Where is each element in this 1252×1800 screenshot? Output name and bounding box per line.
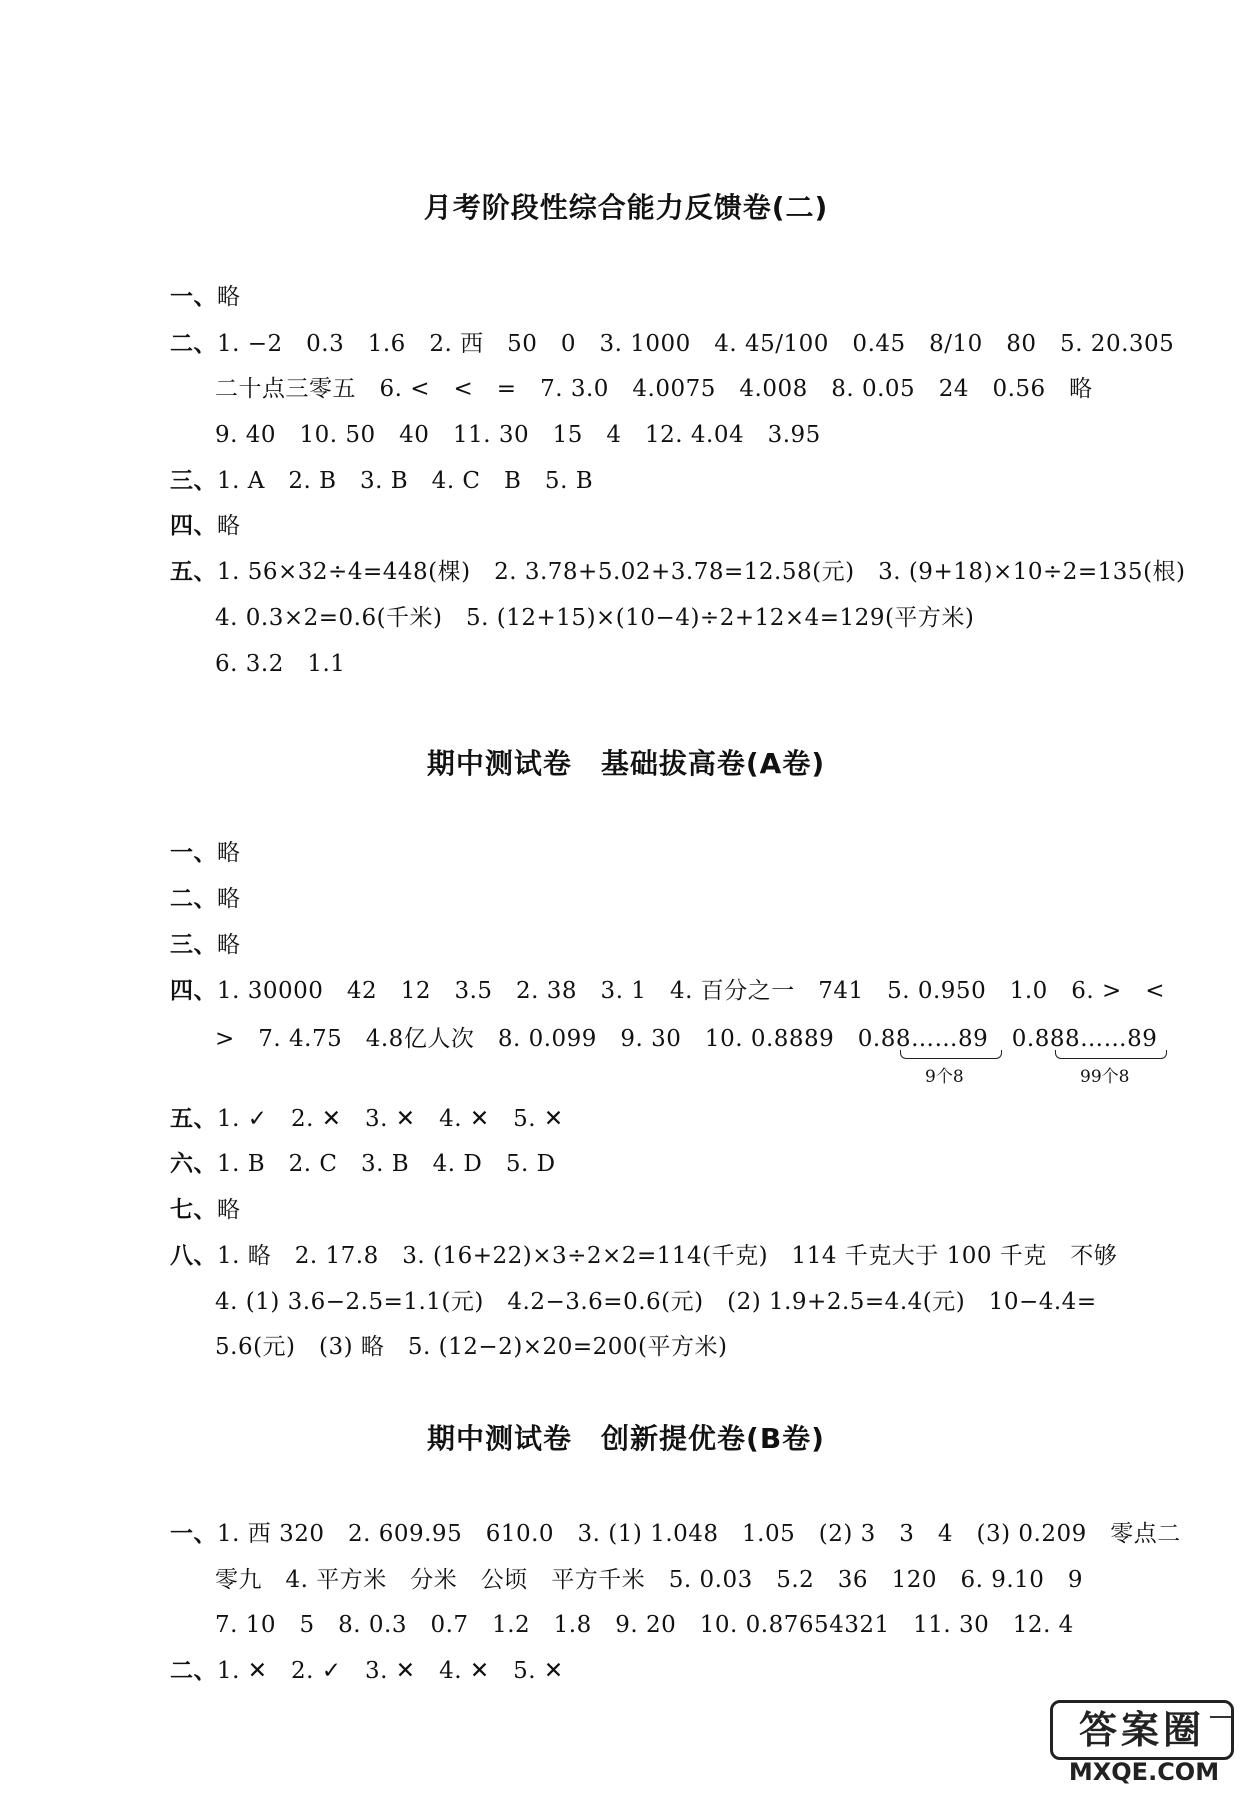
answer-line: 4. (1) 3.6−2.5=1.1(元) 4.2−3.6=0.6(元) (2) 1.9+2.5=4.4(元) 10−4.4=	[215, 1289, 1097, 1315]
answer-line: 五、1. 56×32÷4=448(棵) 2. 3.78+5.02+3.78=12.58(元) 3. (9+18)×10÷2=135(根)	[170, 559, 1186, 585]
answer-line: 二十点三零五 6. < < = 7. 3.0 4.0075 4.008 8. 0.05 24 0.56 略	[215, 376, 1093, 402]
answer-line: 5.6(元) (3) 略 5. (12−2)×20=200(平方米)	[215, 1334, 728, 1360]
answer-line: > 7. 4.75 4.8亿人次 8. 0.099 9. 30 10. 0.8889 0.88……89 0.888……89	[215, 1026, 1158, 1052]
answer-line: 四、略	[170, 513, 241, 539]
answer-line: 二、1. −2 0.3 1.6 2. 西 50 0 3. 1000 4. 45/100 0.45 8/10 80 5. 20.305	[170, 331, 1175, 357]
answer-line: 六、1. B 2. C 3. B 4. D 5. D	[170, 1151, 556, 1177]
answer-line: 零九 4. 平方米 分米 公顷 平方千米 5. 0.03 5.2 36 120 6. 9.10 9	[215, 1567, 1084, 1593]
answer-line: 4. 0.3×2=0.6(千米) 5. (12+15)×(10−4)÷2+12×4=129(平方米)	[215, 605, 975, 631]
brace-annotation: 99个8	[1080, 1067, 1130, 1087]
answer-line: 三、略	[170, 932, 241, 958]
watermark-url: MXQE.COM	[1068, 1758, 1220, 1786]
section-title-monthly-test: 月考阶段性综合能力反馈卷(二)	[423, 191, 829, 224]
answer-line: 一、1. 西 320 2. 609.95 610.0 3. (1) 1.048 1.05 (2) 3 3 4 (3) 0.209 零点二	[170, 1521, 1181, 1547]
answer-line: 二、1. ✕ 2. ✓ 3. ✕ 4. ✕ 5. ✕	[170, 1658, 564, 1684]
section-title-midterm-b: 期中测试卷 创新提优卷(B卷)	[427, 1422, 825, 1455]
brace-annotation: 9个8	[925, 1067, 964, 1087]
answer-line: 五、1. ✓ 2. ✕ 3. ✕ 4. ✕ 5. ✕	[170, 1106, 564, 1132]
answer-line: 9. 40 10. 50 40 11. 30 15 4 12. 4.04 3.95	[215, 422, 821, 448]
underbrace	[1055, 1050, 1167, 1059]
watermark-logo: 答案圈	[1050, 1700, 1234, 1760]
answer-line: 7. 10 5 8. 0.3 0.7 1.2 1.8 9. 20 10. 0.87654321 11. 30 12. 4	[215, 1612, 1074, 1638]
answer-line: 6. 3.2 1.1	[215, 651, 346, 677]
answer-line: 四、1. 30000 42 12 3.5 2. 38 3. 1 4. 百分之一 741 5. 0.950 1.0 6. > <	[170, 978, 1166, 1004]
section-title-midterm-a: 期中测试卷 基础拔高卷(A卷)	[426, 747, 826, 780]
answer-line: 八、1. 略 2. 17.8 3. (16+22)×3÷2×2=114(千克) 114 千克大于 100 千克 不够	[170, 1243, 1118, 1269]
answer-line: 一、略	[170, 284, 241, 310]
answer-line: 一、略	[170, 840, 241, 866]
watermark	[1054, 1700, 1234, 1790]
answer-line: 二、略	[170, 886, 241, 912]
answer-line: 三、1. A 2. B 3. B 4. C B 5. B	[170, 468, 594, 494]
underbrace	[900, 1050, 1002, 1059]
answer-line: 七、略	[170, 1197, 241, 1223]
